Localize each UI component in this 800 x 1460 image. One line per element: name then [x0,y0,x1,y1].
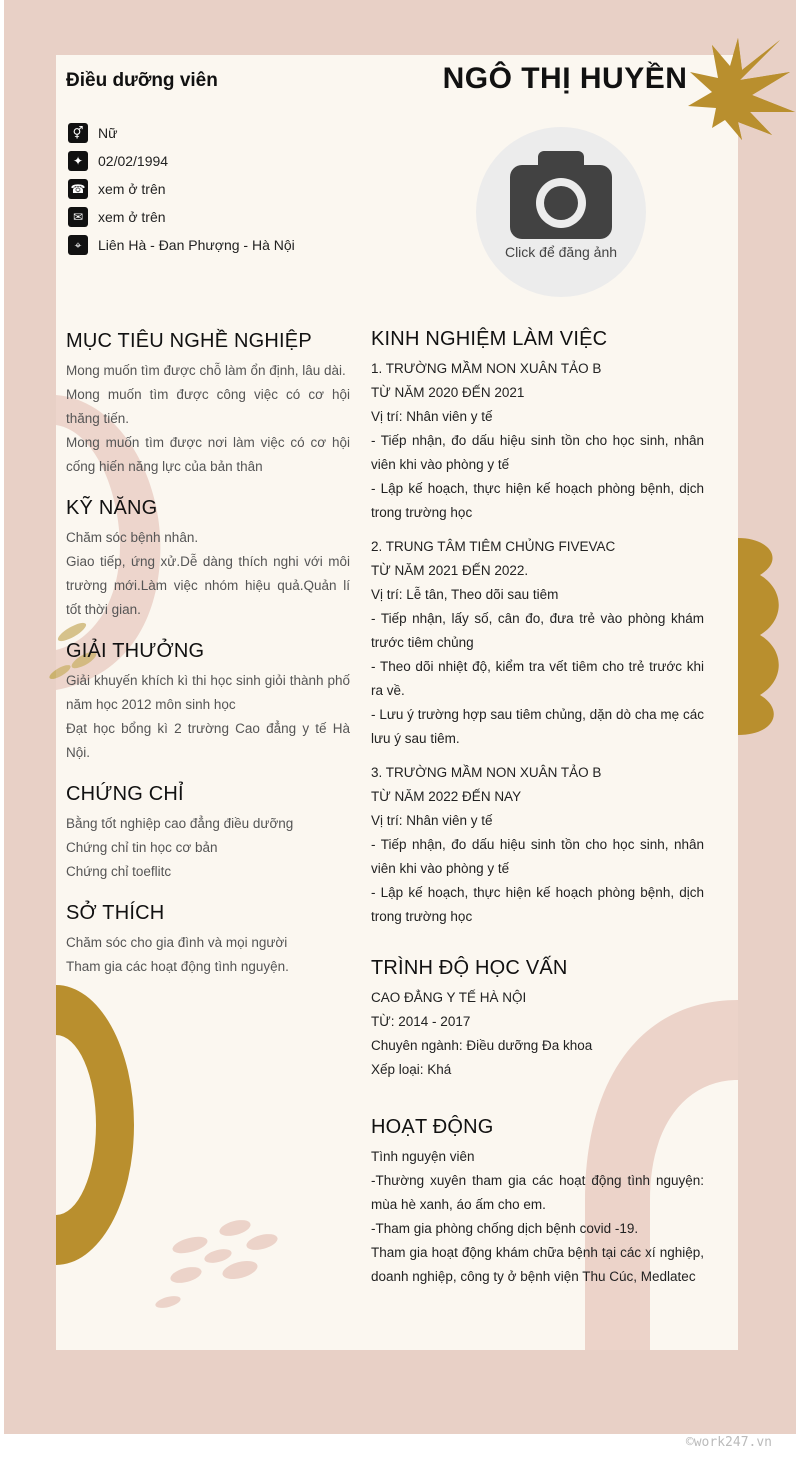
section-objective [66,330,350,479]
text-line: TỪ NĂM 2022 ĐẾN NAY [371,789,522,804]
text-line: Chăm sóc bệnh nhân. [66,530,199,545]
text-line: CAO ĐẲNG Y TẾ HÀ NỘI [371,990,527,1005]
text-line: Chứng chỉ tin học cơ bản [66,840,218,855]
section-title: HOẠT ĐỘNG [371,1116,494,1138]
section-experience [371,328,704,929]
gender-icon: ⚥ [68,123,88,143]
text-line: Chăm sóc cho gia đình và mọi người [66,935,288,950]
section-title: GIẢI THƯỞNG [66,640,205,662]
text-line: TỪ NĂM 2020 ĐẾN 2021 [371,385,525,400]
text-line: Bằng tốt nghiệp cao đẳng điều dưỡng [66,816,294,831]
section-title: KINH NGHIỆM LÀM VIỆC [371,328,608,350]
section-title: KỸ NĂNG [66,497,158,519]
contact-text: Liên Hà - Đan Phượng - Hà Nội [98,237,295,253]
text-line: Vị trí: Lễ tân, Theo dõi sau tiêm [371,587,559,602]
text-line: Mong muốn tìm được chỗ làm ổn định, lâu dài. [66,363,346,378]
section-hobbies [66,902,350,979]
text-line: Mong muốn tìm được công việc có cơ hội thăng tiến. [66,387,350,426]
text-line: - Theo dõi nhiệt độ, kiểm tra vết tiêm cho trẻ trước khi ra về. [371,659,704,698]
contact-gender [68,119,295,147]
text-line: - Lập kế hoạch, thực hiện kế hoạch phòng bệnh, dịch trong trường học [371,481,704,520]
text-line: TỪ: 2014 - 2017 [371,1014,471,1029]
section-title: TRÌNH ĐỘ HỌC VẤN [371,957,568,979]
contact-list [68,119,295,259]
birthday-cake-icon: ✦ [68,151,88,171]
contact-text: Nữ [98,125,118,141]
section-skills [66,497,350,622]
section-certificates [66,783,350,884]
text-line: Vị trí: Nhân viên y tế [371,409,493,424]
email-icon: ✉ [68,207,88,227]
text-line: 3. TRƯỜNG MẦM NON XUÂN TẢO B [371,765,602,780]
section-title: MỤC TIÊU NGHỀ NGHIỆP [66,330,312,352]
text-line: Đạt học bổng kì 2 trường Cao đẳng y tế Hà Nội. [66,721,350,760]
text-line: Tham gia các hoạt động tình nguyện. [66,959,289,974]
contact-text: xem ở trên [98,181,166,197]
camera-icon [510,151,612,239]
contact-phone [68,175,295,203]
text-line: TỪ NĂM 2021 ĐẾN 2022. [371,563,529,578]
left-column [66,330,350,997]
right-column [371,328,704,1307]
text-line: - Tiếp nhận, đo dấu hiệu sinh tồn cho học sinh, nhân viên khi vào phòng y tế [371,837,704,876]
phone-icon: ☎ [68,179,88,199]
text-line: Tình nguyện viên [371,1149,475,1164]
text-line: 1. TRƯỜNG MẦM NON XUÂN TẢO B [371,361,602,376]
text-line: Vị trí: Nhân viên y tế [371,813,493,828]
text-line: Chứng chỉ toeflitc [66,864,172,879]
text-line: -Thường xuyên tham gia các hoạt động tình nguyện: mùa hè xanh, áo ấm cho em. [371,1173,704,1212]
text-line: - Tiếp nhận, lấy số, cân đo, đưa trẻ vào phòng khám trước tiêm chủng [371,611,704,650]
section-education [371,957,704,1082]
job-entry [371,357,704,525]
watermark: ©work247.vn [685,1435,772,1450]
text-line: Xếp loại: Khá [371,1062,452,1077]
job-title: Điều dưỡng viên [66,70,218,91]
text-line: Giải khuyến khích kì thi học sinh giỏi thành phố năm học 2012 môn sinh học [66,673,350,712]
job-entry [371,761,704,929]
photo-upload[interactable] [476,127,646,297]
text-line: - Tiếp nhận, đo dấu hiệu sinh tồn cho học sinh, nhân viên khi vào phòng y tế [371,433,704,472]
contact-text: xem ở trên [98,209,166,225]
contact-text: 02/02/1994 [98,153,169,169]
candidate-name: NGÔ THỊ HUYỀN [442,62,688,95]
section-activities [371,1116,704,1289]
section-title: CHỨNG CHỈ [66,783,184,805]
text-line: -Tham gia phòng chống dịch bệnh covid -19. [371,1221,639,1236]
text-line: Mong muốn tìm được nơi làm việc có cơ hội cống hiến năng lực của bản thân [66,435,350,474]
text-line: - Lập kế hoạch, thực hiện kế hoạch phòng bệnh, dịch trong trường học [371,885,704,924]
contact-email [68,203,295,231]
text-line: Tham gia hoạt động khám chữa bệnh tại các xí nghiệp, doanh nghiệp, công ty ở bệnh viện Thu Cúc, Medlatec [371,1245,704,1284]
job-entry [371,535,704,751]
contact-birthday [68,147,295,175]
text-line: Giao tiếp, ứng xử.Dễ dàng thích nghi với môi trường mới.Làm việc nhóm hiệu quả.Quản lí tốt thời gian. [66,554,350,617]
section-awards [66,640,350,765]
photo-upload-label: Click để đăng ảnh [504,244,618,260]
text-line: Chuyên ngành: Điều dưỡng Đa khoa [371,1038,593,1053]
text-line: - Lưu ý trường hợp sau tiêm chủng, dặn dò cha mẹ các lưu ý sau tiêm. [371,707,704,746]
text-line: 2. TRUNG TÂM TIÊM CHỦNG FIVEVAC [371,539,616,554]
contact-address [68,231,295,259]
location-pin-icon: ⌖ [68,235,88,255]
section-title: SỞ THÍCH [66,902,165,924]
